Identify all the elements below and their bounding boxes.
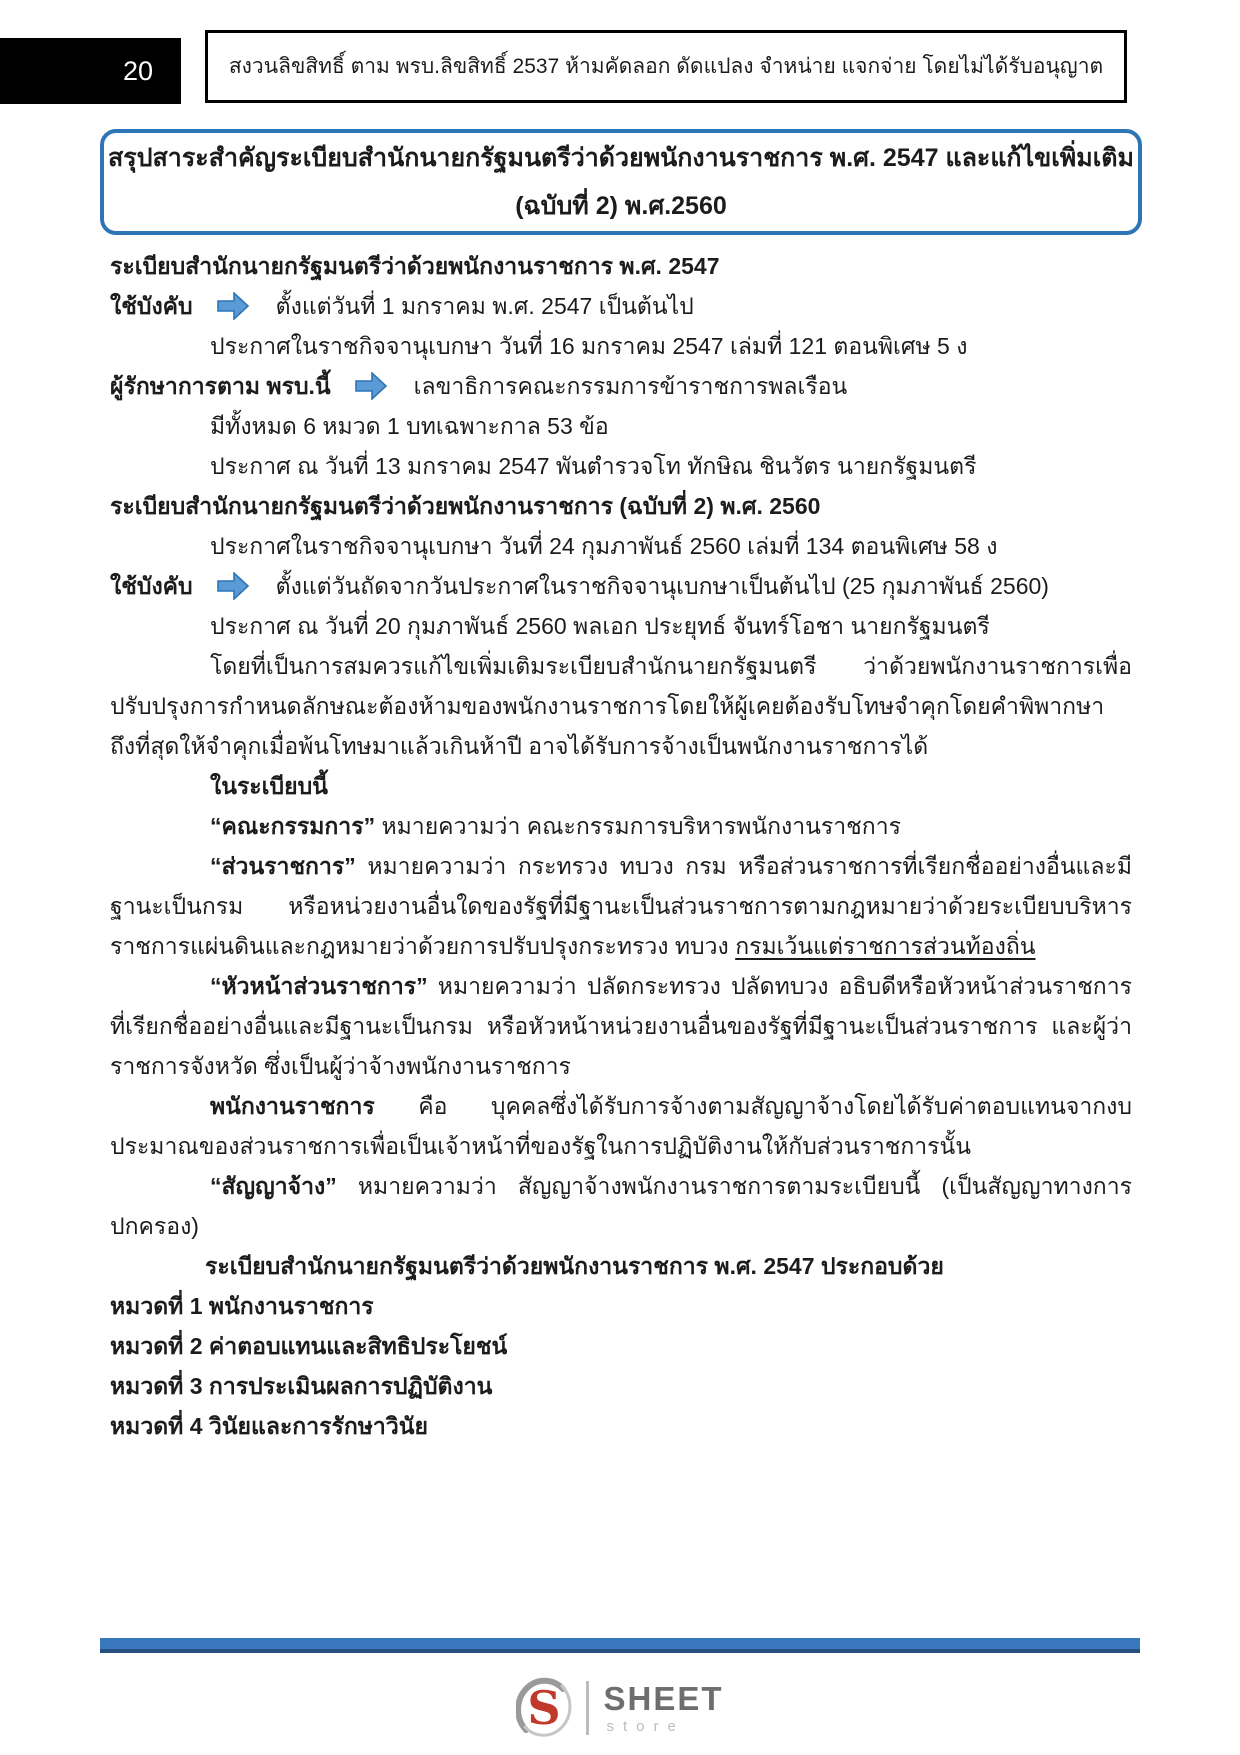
footer-logo [0, 1668, 1240, 1748]
right-arrow-icon [217, 292, 250, 320]
logo-brand-subtitle: store [606, 1718, 685, 1735]
right-arrow-icon [355, 372, 388, 400]
definition-committee [110, 806, 1132, 846]
announcement-2560-line: ประกาศ ณ วันที่ 20 กุมภาพันธ์ 2560 พลเอก ประยุทธ์ จันทร์โอชา นายกรัฐมนตรี [210, 613, 990, 639]
chapter-item-2: หมวดที่ 2 ค่าตอบแทนและสิทธิประโยชน์ [110, 1333, 508, 1359]
caretaker-label: ผู้รักษาการตาม พรบ.นี้ [110, 373, 331, 399]
definitions-heading: ในระเบียบนี้ [210, 773, 328, 799]
right-arrow-icon [217, 572, 250, 600]
definition-employee-term: พนักงานราชการ [210, 1093, 375, 1119]
regulation-2560-heading: ระเบียบสำนักนายกรัฐมนตรีว่าด้วยพนักงานราชการ (ฉบับที่ 2) พ.ศ. 2560 [110, 493, 821, 519]
chapter-item-4: หมวดที่ 4 วินัยและการรักษาวินัย [110, 1413, 428, 1439]
definition-employee [110, 1086, 1132, 1166]
definition-contract-term: “สัญญาจ้าง” [210, 1173, 337, 1199]
enforcement-line-2560 [110, 566, 1132, 606]
gazette-2560-line: ประกาศในราชกิจจานุเบกษา วันที่ 24 กุมภาพันธ์ 2560 เล่มที่ 134 ตอนพิเศษ 58 ง [210, 533, 998, 559]
page-number: 20 [122, 55, 153, 86]
caretaker-text: เลขาธิการคณะกรรมการข้าราชการพลเรือน [413, 373, 848, 399]
amendment-paragraph: โดยที่เป็นการสมควรแก้ไขเพิ่มเติมระเบียบสำนักนายกรัฐมนตรี ว่าด้วยพนักงานราชการเพื่อปรับปรุงการกำหนดลักษณะต้องห้ามของพนักงานราชการโดยให้ผู้เคยต้องรับโทษจำคุกโดยคำพิพากษาถึงที่สุดให้จำคุกเมื่อพ้นโทษมาแล้วเกินห้าปี อาจได้รับการจ้างเป็นพนักงานราชการได้ [110, 653, 1132, 759]
definition-contract-text: หมายความว่า สัญญาจ้างพนักงานราชการตามระเบียบนี้ (เป็นสัญญาทางการปกครอง) [110, 1173, 1132, 1239]
gazette-2547-line: ประกาศในราชกิจจานุเบกษา วันที่ 16 มกราคม 2547 เล่มที่ 121 ตอนพิเศษ 5 ง [210, 333, 968, 359]
definition-head-term: “หัวหน้าส่วนราชการ” [210, 973, 428, 999]
footer-divider [100, 1638, 1140, 1653]
enforcement-text: ตั้งแต่วันที่ 1 มกราคม พ.ศ. 2547 เป็นต้นไป [275, 293, 694, 319]
title-line-2: (ฉบับที่ 2) พ.ศ.2560 [515, 192, 727, 220]
definition-agency-term: “ส่วนราชการ” [210, 853, 356, 879]
composition-heading: ระเบียบสำนักนายกรัฐมนตรีว่าด้วยพนักงานราชการ พ.ศ. 2547 ประกอบด้วย [205, 1253, 944, 1279]
copyright-box [205, 30, 1127, 103]
structure-line: มีทั้งหมด 6 หมวด 1 บทเฉพาะกาล 53 ข้อ [210, 413, 609, 439]
definition-head-text: หมายความว่า ปลัดกระทรวง ปลัดทบวง อธิบดีหรือหัวหน้าส่วนราชการที่เรียกชื่ออย่างอื่นและมีฐานะเป็นกรม หรือหัวหน้าหน่วยงานอื่นของรัฐที่มีฐานะเป็นส่วนราชการ และผู้ว่าราชการจังหวัด ซึ่งเป็นผู้ว่าจ้างพนักงานราชการ [110, 973, 1132, 1079]
enforcement-label: ใช้บังคับ [110, 293, 193, 319]
regulation-2547-heading: ระเบียบสำนักนายกรัฐมนตรีว่าด้วยพนักงานราชการ พ.ศ. 2547 [110, 253, 720, 279]
announcement-2547-line: ประกาศ ณ วันที่ 13 มกราคม 2547 พันตำรวจโท ทักษิณ ชินวัตร นายกรัฐมนตรี [210, 453, 977, 479]
chapter-item-1: หมวดที่ 1 พนักงานราชการ [110, 1293, 374, 1319]
definition-contract [110, 1166, 1132, 1246]
sheet-store-logo-icon [516, 1677, 572, 1739]
document-body [110, 246, 1132, 1446]
definition-agency-underlined-text: กรมเว้นแต่ราชการส่วนท้องถิ่น [735, 933, 1036, 959]
page-number-box [0, 38, 181, 104]
enforcement-line-2547 [110, 286, 1132, 326]
definition-committee-text: หมายความว่า คณะกรรมการบริหารพนักงานราชการ [375, 813, 901, 839]
enforcement-label: ใช้บังคับ [110, 573, 193, 599]
logo-brand-name: SHEET [603, 1680, 724, 1717]
definition-agency [110, 846, 1132, 966]
title-box [100, 129, 1142, 235]
logo-separator [586, 1681, 589, 1735]
chapter-item-3: หมวดที่ 3 การประเมินผลการปฏิบัติงาน [110, 1373, 493, 1399]
title-line-1: สรุปสาระสำคัญระเบียบสำนักนายกรัฐมนตรีว่าด้วยพนักงานราชการ พ.ศ. 2547 และแก้ไขเพิ่มเติม [107, 144, 1134, 172]
logo-text [603, 1682, 723, 1734]
definition-agency-text: หมายความว่า กระทรวง ทบวง กรม หรือส่วนราชการที่เรียกชื่ออย่างอื่นและมีฐานะเป็นกรม หรือหน่วยงานอื่นใดของรัฐที่มีฐานะเป็นส่วนราชการตามกฎหมายว่าด้วยระเบียบบริหารราชการแผ่นดินและกฎหมายว่าด้วยการปรับปรุงกระทรวง ทบวง [110, 853, 1132, 959]
caretaker-line [110, 366, 1132, 406]
enforcement-text: ตั้งแต่วันถัดจากวันประกาศในราชกิจจานุเบกษาเป็นต้นไป (25 กุมภาพันธ์ 2560) [275, 573, 1049, 599]
definition-committee-term: “คณะกรรมการ” [210, 813, 376, 839]
definition-employee-text: คือ บุคคลซึ่งได้รับการจ้างตามสัญญาจ้างโดยได้รับค่าตอบแทนจากงบประมาณของส่วนราชการเพื่อเป็นเจ้าหน้าที่ของรัฐในการปฏิบัติงานให้กับส่วนราชการนั้น [110, 1093, 1132, 1159]
svg-text:S: S [527, 1681, 562, 1735]
copyright-text: สงวนลิขสิทธิ์ ตาม พรบ.ลิขสิทธิ์ 2537 ห้ามคัดลอก ดัดแปลง จำหน่าย แจกจ่าย โดยไม่ได้รับอนุญาต [228, 55, 1104, 78]
definition-head-of-agency [110, 966, 1132, 1086]
